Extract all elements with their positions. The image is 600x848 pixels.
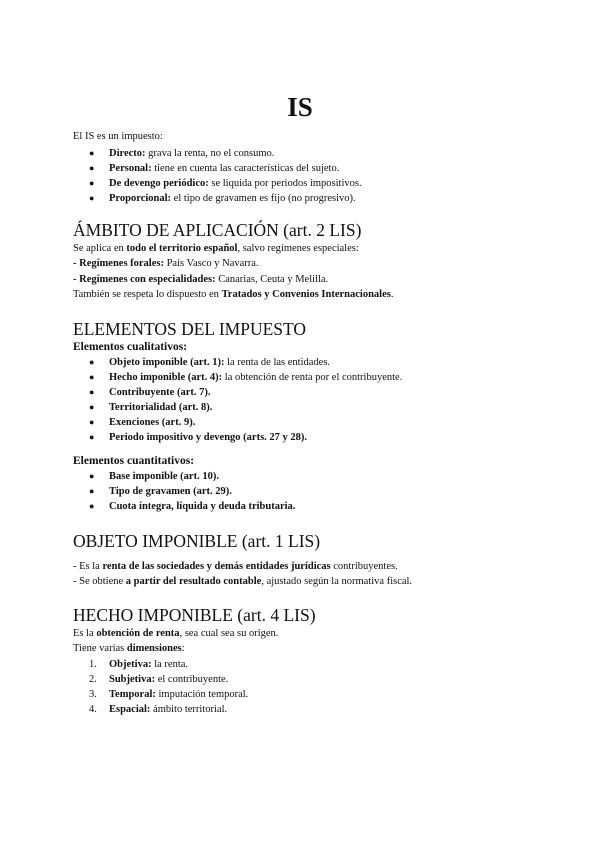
list-item xyxy=(73,484,543,499)
bullet-icon: ● xyxy=(89,147,95,158)
section-heading-ambito: ÁMBITO DE APLICACIÓN (art. 2 LIS) xyxy=(73,219,362,240)
list-item xyxy=(73,176,543,191)
cualitativos-list xyxy=(73,355,543,445)
list-number: 1. xyxy=(89,658,97,670)
objeto-line xyxy=(73,574,543,590)
list-item-term: Territorialidad (art. 8). xyxy=(109,401,213,413)
list-number: 3. xyxy=(89,688,97,700)
ambito-line xyxy=(73,256,543,272)
ambito-line xyxy=(73,287,543,303)
list-item-text: el contribuyente. xyxy=(155,673,229,685)
bold-span: todo el territorio español xyxy=(126,242,238,254)
list-item xyxy=(73,161,543,176)
list-item xyxy=(73,146,543,161)
text-span: Canarias, Ceuta y Melilla. xyxy=(215,273,329,285)
list-item-term: Periodo impositivo y devengo (arts. 27 y 28). xyxy=(109,431,308,443)
hecho-line xyxy=(73,626,543,642)
text-span: - Es la xyxy=(73,560,103,572)
text-span: : xyxy=(181,643,185,654)
list-item xyxy=(73,430,543,445)
list-item-text: la renta de las entidades. xyxy=(224,356,331,368)
bullet-icon: ● xyxy=(89,485,95,496)
list-item-term: Objeto imponible (art. 1): xyxy=(109,356,225,368)
list-item-text: tiene en cuenta las características del sujeto. xyxy=(151,162,340,174)
text-span: También se respeta lo dispuesto en xyxy=(73,289,222,300)
page-title: IS xyxy=(287,92,313,122)
cuantitativos-list xyxy=(73,469,543,514)
text-span: País Vasco y Navarra. xyxy=(163,258,259,269)
objeto-line xyxy=(73,559,543,575)
document-body xyxy=(73,129,543,717)
list-item-text: ámbito territorial. xyxy=(150,703,228,715)
bold-span: - Regímenes con especialidades: xyxy=(73,273,216,285)
bullet-icon: ● xyxy=(89,431,95,442)
bullet-icon: ● xyxy=(89,177,95,188)
list-item-term: Hecho imponible (art. 4): xyxy=(109,371,223,383)
text-span: contribuyentes. xyxy=(330,560,398,572)
bullet-icon: ● xyxy=(89,371,95,382)
list-item xyxy=(73,657,543,672)
list-item-term: Tipo de gravamen (art. 29). xyxy=(109,485,232,497)
text-span: Es la xyxy=(73,627,97,639)
bullet-icon: ● xyxy=(89,416,95,427)
intro-text: El IS es un impuesto: xyxy=(73,131,163,142)
hecho-line xyxy=(73,641,543,657)
list-item xyxy=(73,370,543,385)
subheading-cualitativos: Elementos cualitativos: xyxy=(73,340,188,353)
list-item xyxy=(73,415,543,430)
bold-span: renta de las sociedades y demás entidades jurídicas xyxy=(102,560,331,572)
list-item xyxy=(73,400,543,415)
list-item xyxy=(73,191,543,206)
list-item xyxy=(73,385,543,400)
list-item-term: Subjetiva: xyxy=(109,673,156,685)
list-item-term: Cuota íntegra, líquida y deuda tributaria. xyxy=(109,500,296,512)
bullet-icon: ● xyxy=(89,356,95,367)
list-item-text: la renta. xyxy=(151,658,189,670)
text-span: Tiene varias xyxy=(73,643,127,654)
list-item xyxy=(73,672,543,687)
section-heading-hecho: HECHO IMPONIBLE (art. 4 LIS) xyxy=(73,604,316,625)
list-item-text: se liquida por periodos impositivos. xyxy=(208,177,362,189)
bullet-icon: ● xyxy=(89,401,95,412)
list-item-term: Objetiva: xyxy=(109,658,152,670)
ambito-line xyxy=(73,241,543,257)
bold-span: - Regímenes forales: xyxy=(73,258,164,269)
list-item-term: Directo: xyxy=(109,147,146,159)
list-item xyxy=(73,702,543,717)
section-heading-elementos: ELEMENTOS DEL IMPUESTO xyxy=(73,318,307,339)
list-item-term: Exenciones (art. 9). xyxy=(109,416,196,428)
text-span: . xyxy=(390,289,394,300)
list-item-term: Contribuyente (art. 7). xyxy=(109,386,211,398)
section-heading-objeto: OBJETO IMPONIBLE (art. 1 LIS) xyxy=(73,530,321,551)
list-item-term: Temporal: xyxy=(109,688,156,700)
text-span: , ajustado según la normativa fiscal. xyxy=(261,576,413,587)
list-item xyxy=(73,469,543,484)
list-item-term: De devengo periódico: xyxy=(109,177,209,189)
bullet-icon: ● xyxy=(89,162,95,173)
bold-span: dimensiones xyxy=(126,643,182,654)
list-item xyxy=(73,355,543,370)
bullet-icon: ● xyxy=(89,192,95,203)
text-span: Se aplica en xyxy=(73,242,127,254)
list-item-text: el tipo de gravamen es fijo (no progresivo). xyxy=(171,192,356,204)
list-item-text: imputación temporal. xyxy=(155,688,249,700)
bold-span: a partir del resultado contable xyxy=(125,576,262,587)
text-span: , salvo regímenes especiales: xyxy=(237,242,359,254)
bullet-icon: ● xyxy=(89,470,95,481)
ambito-line xyxy=(73,272,543,288)
dimensiones-list xyxy=(73,657,543,717)
list-number: 2. xyxy=(89,673,97,685)
list-item-term: Proporcional: xyxy=(109,192,172,204)
list-item-term: Base imponible (art. 10). xyxy=(109,470,219,482)
bold-span: obtención de renta xyxy=(96,627,180,639)
list-number: 4. xyxy=(89,703,97,715)
list-item-text: grava la renta, no el consumo. xyxy=(145,147,275,159)
bold-span: Tratados y Convenios Internacionales xyxy=(221,289,391,300)
text-span: - Se obtiene xyxy=(73,576,126,587)
bullet-icon: ● xyxy=(89,500,95,511)
subheading-cuantitativos: Elementos cuantitativos: xyxy=(73,454,195,467)
list-item-term: Personal: xyxy=(109,162,152,174)
list-item-text: la obtención de renta por el contribuyente. xyxy=(222,371,403,383)
bullet-icon: ● xyxy=(89,386,95,397)
list-item-term: Espacial: xyxy=(109,703,151,715)
intro-bullet-list xyxy=(73,146,543,206)
list-item xyxy=(73,499,543,514)
text-span: , sea cual sea su origen. xyxy=(179,627,279,639)
list-item xyxy=(73,687,543,702)
